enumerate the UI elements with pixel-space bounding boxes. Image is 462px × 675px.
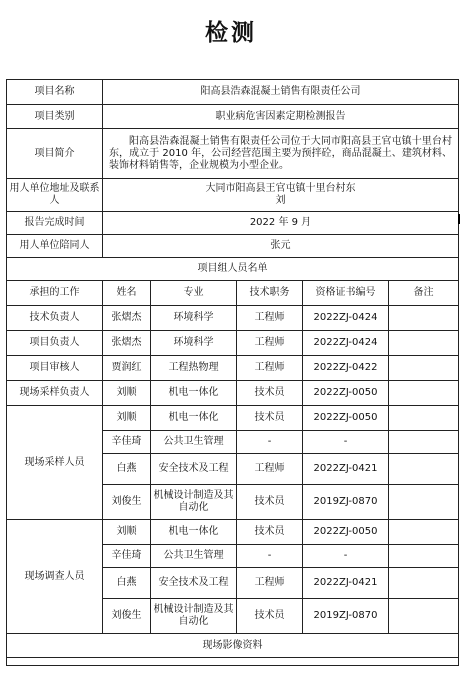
members-title: 项目组人员名单: [7, 258, 459, 281]
role-cell: 项目审核人: [7, 356, 103, 381]
name-cell: 刘顺: [103, 381, 151, 406]
address-label: 用人单位地址及联系人: [7, 179, 103, 212]
header-major: 专业: [151, 281, 237, 306]
note-cell: [389, 599, 459, 634]
title-cell: -: [237, 545, 303, 568]
row-address: [7, 179, 459, 212]
major-cell: 机电一体化: [151, 406, 237, 431]
title-cell: 工程师: [237, 306, 303, 331]
header-role: 承担的工作: [7, 281, 103, 306]
table-row: [7, 306, 459, 331]
major-cell: 公共卫生管理: [151, 545, 237, 568]
row-escort: [7, 235, 459, 258]
images-area: [7, 658, 459, 666]
note-cell: [389, 485, 459, 520]
report-time-label: 报告完成时间: [7, 212, 103, 235]
cert-cell: 2019ZJ-0870: [303, 599, 389, 634]
major-cell: 机电一体化: [151, 520, 237, 545]
major-cell: 机电一体化: [151, 381, 237, 406]
note-cell: [389, 568, 459, 599]
cert-cell: 2022ZJ-0424: [303, 306, 389, 331]
cert-cell: 2022ZJ-0050: [303, 381, 389, 406]
row-project-name: [7, 80, 459, 105]
header-name: 姓名: [103, 281, 151, 306]
intro-label: 项目简介: [7, 129, 103, 179]
note-cell: [389, 520, 459, 545]
address-value: 大同市阳高县王官屯镇十里台村东: [205, 183, 356, 194]
title-cell: 技术员: [237, 599, 303, 634]
name-cell: 刘顺: [103, 520, 151, 545]
cert-cell: 2022ZJ-0421: [303, 568, 389, 599]
header-note: 备注: [389, 281, 459, 306]
name-cell: 贾润红: [103, 356, 151, 381]
title-cell: 工程师: [237, 568, 303, 599]
name-cell: 白燕: [103, 454, 151, 485]
major-cell: 环境科学: [151, 331, 237, 356]
cert-cell: 2022ZJ-0050: [303, 520, 389, 545]
note-cell: [389, 431, 459, 454]
project-name-value: 阳高县浩森混凝土销售有限责任公司: [103, 80, 459, 105]
cert-cell: 2019ZJ-0870: [303, 485, 389, 520]
role-cell: 项目负责人: [7, 331, 103, 356]
major-cell: 安全技术及工程: [151, 454, 237, 485]
major-cell: 公共卫生管理: [151, 431, 237, 454]
project-name-label: 项目名称: [7, 80, 103, 105]
project-table: [6, 79, 459, 666]
name-cell: 刘顺: [103, 406, 151, 431]
role-cell-sampling: 现场采样人员: [7, 406, 103, 520]
note-cell: [389, 306, 459, 331]
major-cell: 环境科学: [151, 306, 237, 331]
table-row: [7, 356, 459, 381]
title-cell: 技术员: [237, 406, 303, 431]
major-cell: 机械设计制造及其自动化: [151, 599, 237, 634]
cert-cell: 2022ZJ-0050: [303, 406, 389, 431]
cert-cell: 2022ZJ-0422: [303, 356, 389, 381]
table-row: [7, 381, 459, 406]
escort-label: 用人单位陪同人: [7, 235, 103, 258]
note-cell: [389, 406, 459, 431]
row-project-type: [7, 105, 459, 129]
note-cell: [389, 356, 459, 381]
document-title: 检测: [205, 20, 257, 46]
title-cell: 技术员: [237, 485, 303, 520]
role-cell: 技术负责人: [7, 306, 103, 331]
row-report-time: [7, 212, 459, 235]
intro-value: 阳高县浩森混凝土销售有限责任公司位于大同市阳高县王官屯镇十里台村东，成立于 2010 年，公司经营范围主要为预拌砼，商品混凝土、建筑材料、装饰材料销售等，企业规模为小型企业。: [103, 129, 459, 179]
name-cell: 刘俊生: [103, 485, 151, 520]
title-cell: 工程师: [237, 356, 303, 381]
name-cell: 张熠杰: [103, 331, 151, 356]
name-cell: 张熠杰: [103, 306, 151, 331]
title-cell: 技术员: [237, 381, 303, 406]
note-cell: [389, 454, 459, 485]
major-cell: 安全技术及工程: [151, 568, 237, 599]
name-cell: 刘俊生: [103, 599, 151, 634]
address-cell: [103, 179, 459, 212]
major-cell: 工程热物理: [151, 356, 237, 381]
cert-cell: 2022ZJ-0421: [303, 454, 389, 485]
table-row: [7, 406, 459, 431]
header-title: 技术职务: [237, 281, 303, 306]
role-cell: 现场采样负责人: [7, 381, 103, 406]
name-cell: 辛佳琦: [103, 545, 151, 568]
name-cell: 辛佳琦: [103, 431, 151, 454]
title-cell: -: [237, 431, 303, 454]
name-cell: 白燕: [103, 568, 151, 599]
row-members-title: [7, 258, 459, 281]
project-type-value: 职业病危害因素定期检测报告: [103, 105, 459, 129]
margin-mark: [458, 214, 460, 224]
cert-cell: -: [303, 431, 389, 454]
row-intro: [7, 129, 459, 179]
header-cert: 资格证书编号: [303, 281, 389, 306]
contact-value: 刘: [275, 195, 286, 206]
table-row: [7, 331, 459, 356]
row-images-area: [7, 658, 459, 666]
cert-cell: 2022ZJ-0424: [303, 331, 389, 356]
note-cell: [389, 381, 459, 406]
images-title: 现场影像资料: [7, 634, 459, 658]
note-cell: [389, 331, 459, 356]
report-time-value: 2022 年 9 月: [103, 212, 459, 235]
title-cell: 工程师: [237, 331, 303, 356]
members-header-row: [7, 281, 459, 306]
title-cell: 技术员: [237, 520, 303, 545]
title-cell: 工程师: [237, 454, 303, 485]
project-type-label: 项目类别: [7, 105, 103, 129]
escort-value: 张元: [103, 235, 459, 258]
cert-cell: -: [303, 545, 389, 568]
table-row: [7, 520, 459, 545]
role-cell-survey: 现场调查人员: [7, 520, 103, 634]
row-images-title: [7, 634, 459, 658]
note-cell: [389, 545, 459, 568]
major-cell: 机械设计制造及其自动化: [151, 485, 237, 520]
